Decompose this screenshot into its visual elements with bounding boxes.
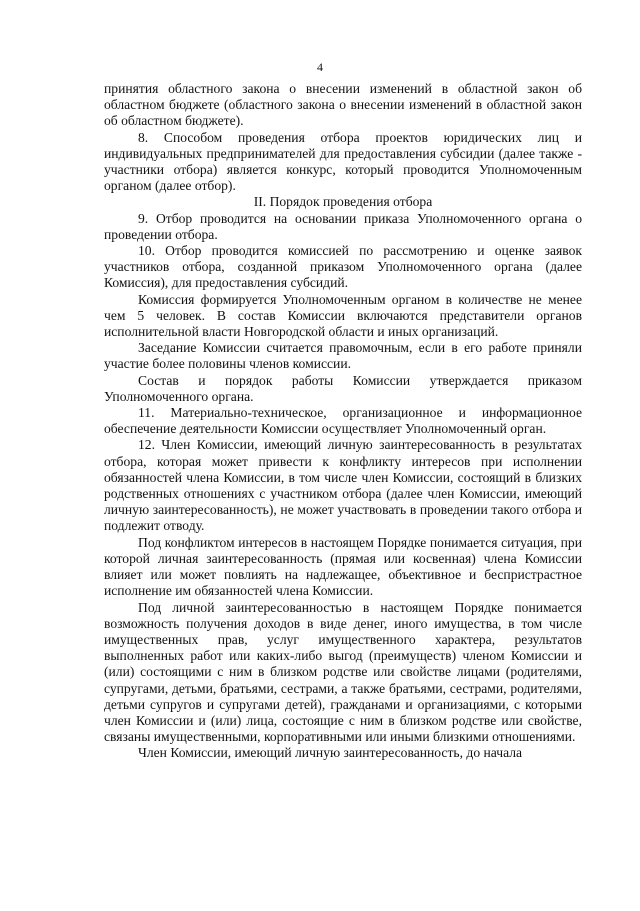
paragraph: Заседание Комиссии считается правомочным, если в его работе приняли участие более половины членов комиссии. <box>104 340 582 372</box>
paragraph: Комиссия формируется Уполномоченным органом в количестве не менее чем 5 человек. В состав Комиссии включаются представители органов исполнительной власти Новгородской области и иных организаций. <box>104 291 582 340</box>
paragraph: 9. Отбор проводится на основании приказа Уполномоченного органа о проведении отбора. <box>104 210 582 242</box>
paragraph: 11. Материально-техническое, организационное и информационное обеспечение деятельности Комиссии осуществляет Уполномоченный орган. <box>104 405 582 437</box>
paragraph: принятия областного закона о внесении изменений в областной закон об областном бюджете (областного закона о внесении изменений в областной закон об областном бюджете). <box>104 81 582 129</box>
paragraph: 12. Член Комиссии, имеющий личную заинтересованность в результатах отбора, которая может привести к конфликту интересов при исполнении обязанностей члена Комиссии, в том числе член Комиссии, состоящий в близких родственных отношениях с участником отбора (далее член Комиссии, имеющий личную заинтересованность), не может участвовать в проведении такого отбора и подлежит отводу. <box>104 437 582 534</box>
paragraph: Состав и порядок работы Комиссии утверждается приказом Уполномоченного органа. <box>104 372 582 404</box>
paragraph: 8. Способом проведения отбора проектов юридических лиц и индивидуальных предпринимателей для предоставления субсидии (далее также - участники отбора) является конкурс, который проводится Уполномоченным органом (далее отбор). <box>104 129 582 194</box>
section-title: II. Порядок проведения отбора <box>253 194 433 210</box>
page-number: 4 <box>317 60 323 74</box>
paragraph: Под личной заинтересованностью в настоящем Порядке понимается возможность получения доходов в виде денег, иного имущества, в том числе имущественных прав, услуг имущественного характера, результатов выполненных работ или каких-либо выгод (преимуществ) членом Комиссии и (или) состоящими с ним в близком родстве или свойстве лицами (родителями, супругами, детьми, братьями, сестрами, а также братьями, сестрами, родителями, детьми супругов и супругами детей), гражданами и организациями, с которыми член Комиссии и (или) лица, состоящие с ним в близком родстве или свойстве, связаны имущественными, корпоративными или иными близкими отношениями. <box>104 599 582 745</box>
paragraph: 10. Отбор проводится комиссией по рассмотрению и оценке заявок участников отбора, созданной приказом Уполномоченного органа (далее Комиссия), для предоставления субсидий. <box>104 243 582 291</box>
paragraph: Член Комиссии, имеющий личную заинтересованность, до начала <box>138 745 523 761</box>
paragraph: Под конфликтом интересов в настоящем Порядке понимается ситуация, при которой личная заинтересованность (прямая или косвенная) члена Комиссии влияет или может повлиять на надлежащее, объективное и беспристрастное исполнение им обязанностей члена Комиссии. <box>104 534 582 599</box>
document-body <box>104 81 582 762</box>
